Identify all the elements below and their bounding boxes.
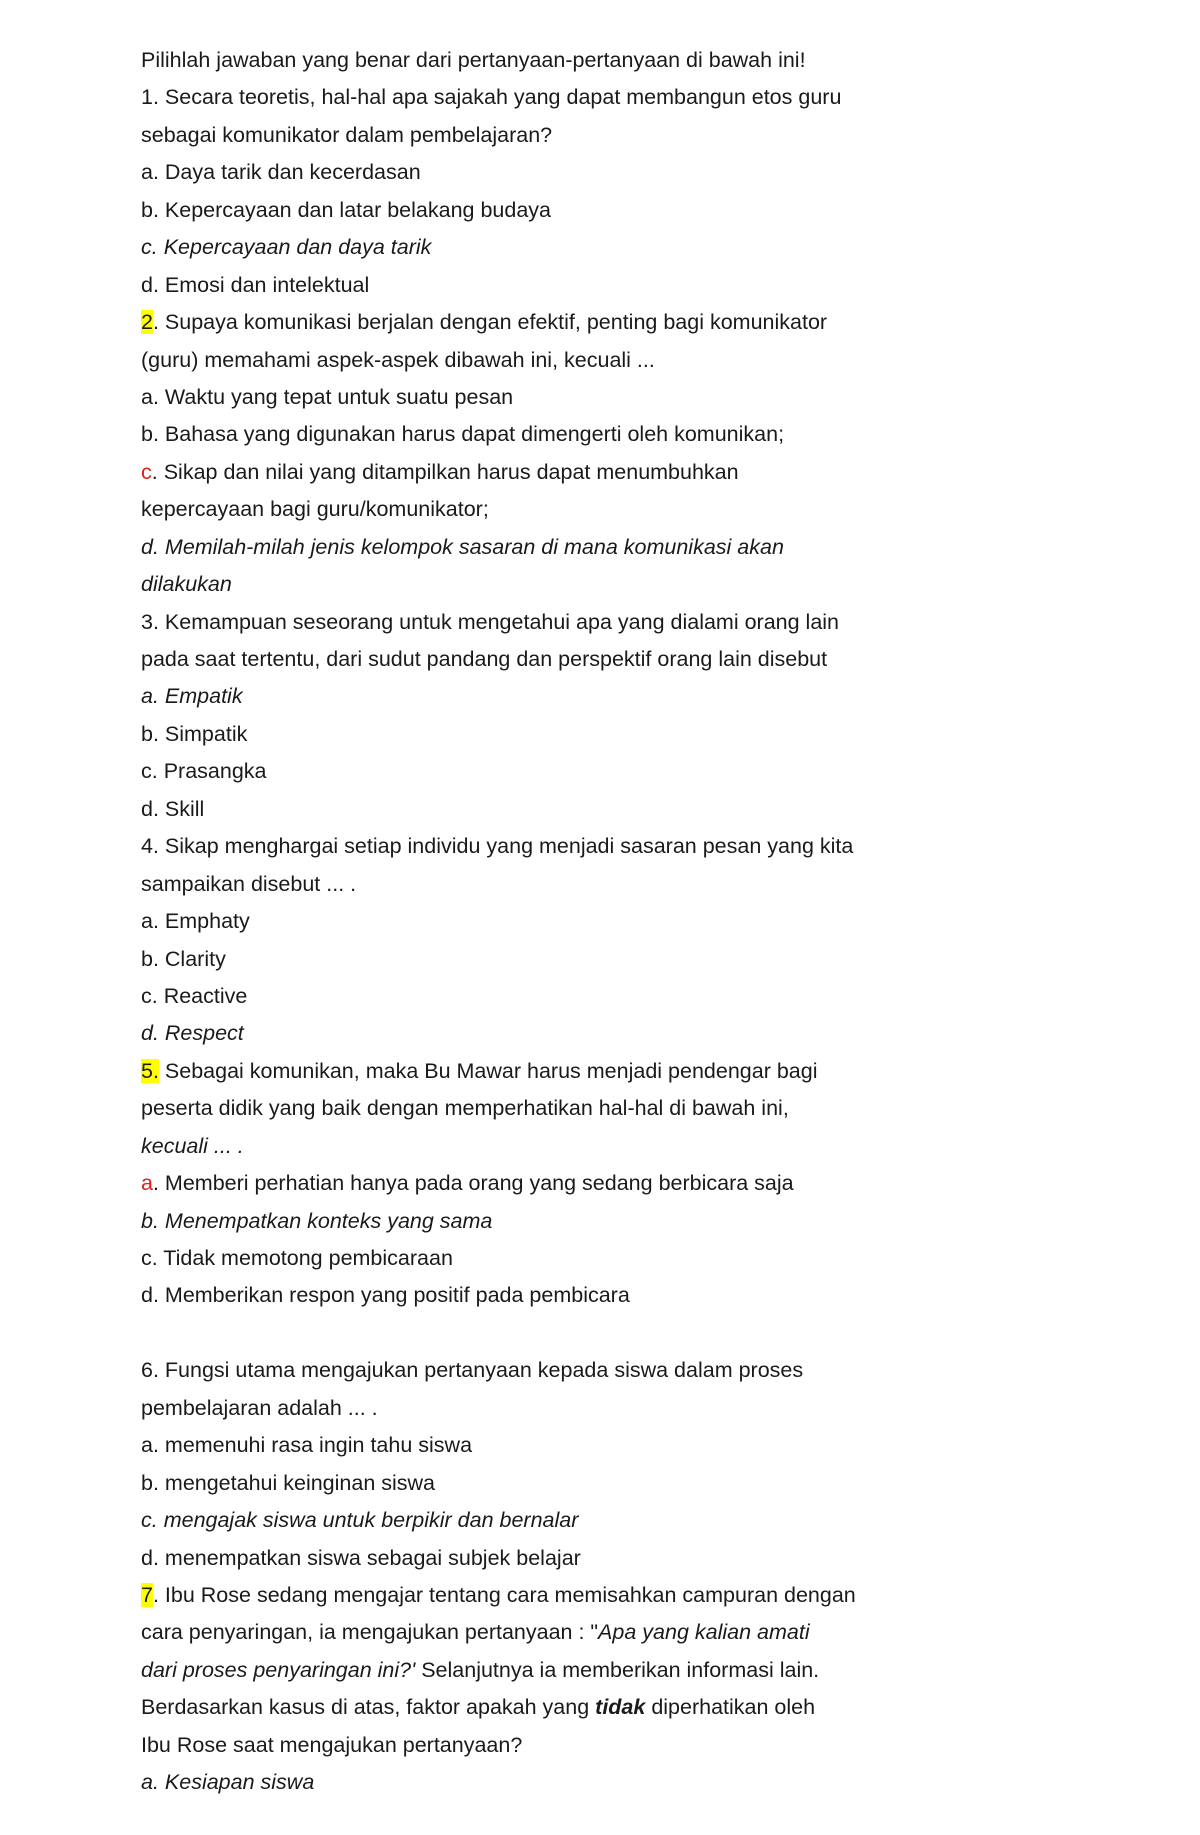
instruction: Pilihlah jawaban yang benar dari pertanyaan-pertanyaan di bawah ini! <box>141 48 806 72</box>
question-3-stem-line-2: pada saat tertentu, dari sudut pandang dan perspektif orang lain disebut <box>141 647 828 671</box>
question-5-option-b: b. Menempatkan konteks yang sama <box>141 1208 493 1233</box>
question-5-stem-line-1 <box>141 1053 1141 1090</box>
blank-line <box>141 1315 1141 1352</box>
question-2-stem-line-2: (guru) memahami aspek-aspek dibawah ini, kecuali ... <box>141 347 655 372</box>
question-5-stem-line-2: peserta didik yang baik dengan memperhatikan hal-hal di bawah ini, <box>141 1096 789 1121</box>
question-1-option-c: c. Kepercayaan dan daya tarik <box>141 235 432 260</box>
question-1-option-a: a. Daya tarik dan kecerdasan <box>141 160 421 185</box>
question-7-stem-line-4 <box>141 1689 1141 1726</box>
question-2-option-a: a. Waktu yang tepat untuk suatu pesan <box>141 384 514 409</box>
question-7-stem-line-3-quote: dari proses penyaringan ini?' <box>141 1657 416 1682</box>
question-2-option-b: b. Bahasa yang digunakan harus dapat dimengerti oleh komunikan; <box>141 422 785 447</box>
question-5-option-c: c. Tidak memotong pembicaraan <box>141 1246 453 1270</box>
question-7-number-highlight: 7 <box>141 1582 153 1607</box>
question-7-stem-line-4-post: diperhatikan oleh <box>645 1695 816 1720</box>
question-2-number-highlight: 2 <box>141 310 153 335</box>
question-4-option-d: d. Respect <box>141 1021 244 1046</box>
question-7-option-a: a. Kesiapan siswa <box>141 1770 315 1795</box>
question-7-stem-line-2-quote: Apa yang kalian amati <box>598 1620 810 1645</box>
question-7-emphasis-tidak: tidak <box>595 1695 646 1720</box>
question-7-stem-line-2-plain: cara penyaringan, ia mengajukan pertanyaan : " <box>141 1620 599 1645</box>
question-1-option-b: b. Kepercayaan dan latar belakang budaya <box>141 197 552 222</box>
question-6-stem-line-2: pembelajaran adalah ... . <box>141 1395 378 1420</box>
question-5-option-d: d. Memberikan respon yang positif pada pembicara <box>141 1283 630 1308</box>
question-4-option-b: b. Clarity <box>141 946 226 971</box>
question-7-stem-line-4-pre: Berdasarkan kasus di atas, faktor apakah yang <box>141 1695 596 1720</box>
question-3-option-d: d. Skill <box>141 796 205 821</box>
question-2-stem-line-1 <box>141 304 1141 341</box>
question-1-stem-line-1: 1. Secara teoretis, hal-hal apa sajakah yang dapat membangun etos guru <box>141 85 842 110</box>
question-7-stem-line-3 <box>141 1652 1141 1689</box>
question-4-stem-line-1: 4. Sikap menghargai setiap individu yang menjadi sasaran pesan yang kita <box>141 834 854 859</box>
question-2-option-c-line-1 <box>141 454 1141 491</box>
question-6-option-b: b. mengetahui keinginan siswa <box>141 1470 436 1495</box>
question-7-stem-line-3-plain: Selanjutnya ia memberikan informasi lain. <box>415 1657 820 1682</box>
question-7-stem-text: . Ibu Rose sedang mengajar tentang cara memisahkan campuran dengan <box>152 1582 856 1607</box>
question-5-option-a-letter: a <box>141 1171 153 1196</box>
question-2-stem-text: . Supaya komunikasi berjalan dengan efektif, penting bagi komunikator <box>152 310 828 335</box>
question-3-stem-line-1: 3. Kemampuan seseorang untuk mengetahui apa yang dialami orang lain <box>141 609 840 634</box>
question-4-option-c: c. Reactive <box>141 983 248 1008</box>
document-page <box>141 42 1141 1802</box>
question-4-option-a: a. Emphaty <box>141 909 250 934</box>
question-2-option-c-line-2: kepercayaan bagi guru/komunikator; <box>141 497 489 522</box>
question-6-option-d: d. menempatkan siswa sebagai subjek belajar <box>141 1545 581 1570</box>
question-6-option-a: a. memenuhi rasa ingin tahu siswa <box>141 1433 473 1458</box>
question-1-stem-line-2: sebagai komunikator dalam pembelajaran? <box>141 122 553 147</box>
question-1-option-d: d. Emosi dan intelektual <box>141 272 370 297</box>
question-4-stem-line-2: sampaikan disebut ... . <box>141 871 357 896</box>
question-5-option-a <box>141 1165 1141 1202</box>
question-2-option-d-line-2: dilakukan <box>141 572 232 597</box>
question-2-option-d-line-1: d. Memilah-milah jenis kelompok sasaran di mana komunikasi akan <box>141 534 784 559</box>
question-2-option-c-text: . Sikap dan nilai yang ditampilkan harus dapat menumbuhkan <box>151 459 739 484</box>
question-6-stem-line-1: 6. Fungsi utama mengajukan pertanyaan kepada siswa dalam proses <box>141 1358 804 1383</box>
question-5-stem-line-3: kecuali ... . <box>141 1133 244 1158</box>
question-5-option-a-text: . Memberi perhatian hanya pada orang yang sedang berbicara saja <box>152 1171 794 1196</box>
question-3-option-b: b. Simpatik <box>141 721 248 746</box>
question-6-option-c: c. mengajak siswa untuk berpikir dan bernalar <box>141 1508 579 1533</box>
question-5-number-highlight: 5. <box>141 1058 159 1083</box>
question-7-stem-line-2 <box>141 1614 1141 1651</box>
question-5-stem-text: Sebagai komunikan, maka Bu Mawar harus menjadi pendengar bagi <box>158 1058 818 1083</box>
question-3-option-c: c. Prasangka <box>141 759 267 784</box>
question-7-stem-line-5: Ibu Rose saat mengajukan pertanyaan? <box>141 1732 523 1757</box>
question-3-option-a: a. Empatik <box>141 684 243 709</box>
question-2-option-c-letter: c <box>141 459 152 484</box>
question-7-stem-line-1 <box>141 1577 1141 1614</box>
